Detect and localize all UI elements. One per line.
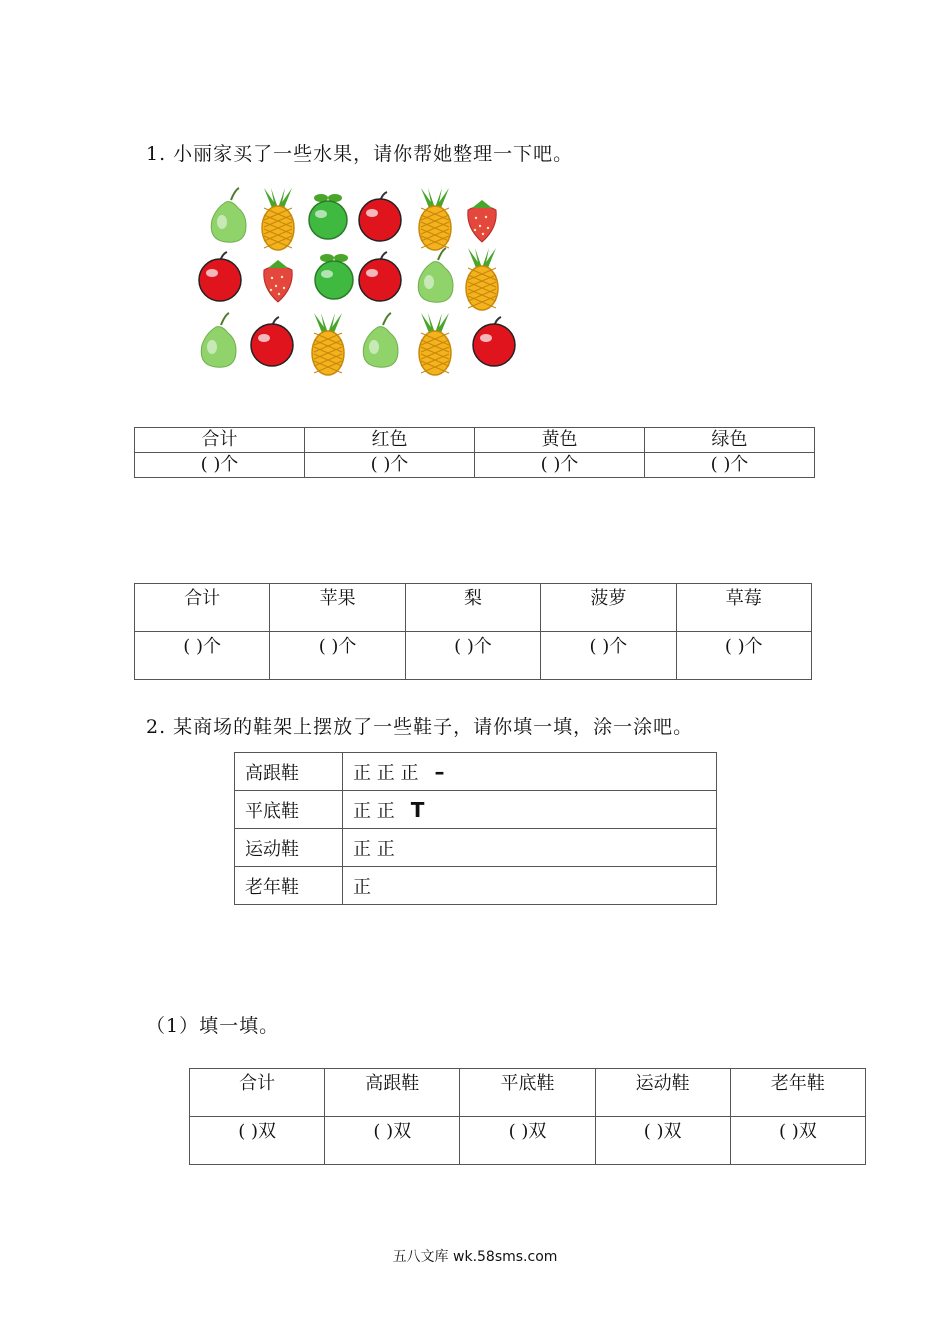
red-apple-icon: [359, 252, 401, 301]
header-cell: 草莓: [676, 584, 811, 632]
tally-extra-mark: T: [410, 797, 425, 822]
answer-cell[interactable]: ( )双: [730, 1117, 865, 1165]
sub-question-1-title: （1）填一填。: [146, 1015, 280, 1037]
shoe-tally-table: [234, 752, 717, 905]
header-cell: 合计: [190, 1069, 325, 1117]
shoe-label: 高跟鞋: [235, 753, 343, 791]
red-apple-icon: [199, 252, 241, 301]
header-cell: 老年鞋: [730, 1069, 865, 1117]
pear-icon: [211, 188, 246, 242]
color-count-table: [134, 427, 815, 478]
answer-cell[interactable]: ( )个: [405, 632, 540, 680]
pineapple-icon: [312, 313, 344, 375]
question-2-title: 2. 某商场的鞋架上摆放了一些鞋子，请你填一填，涂一涂吧。: [146, 716, 694, 738]
footer-watermark: 五八文库 wk.58sms.com: [392, 1249, 558, 1265]
pineapple-icon: [262, 188, 294, 250]
tally-marks: 正 正: [353, 800, 395, 822]
pineapple-icon: [419, 188, 451, 250]
header-cell: 菠萝: [541, 584, 676, 632]
fruit-picture: [190, 185, 520, 385]
answer-cell[interactable]: ( )个: [305, 453, 475, 478]
green-apple-icon: [309, 194, 347, 239]
tally-row: [235, 791, 717, 829]
shoe-count-table: [189, 1068, 866, 1165]
pear-icon: [363, 313, 398, 367]
header-cell: 平底鞋: [460, 1069, 595, 1117]
pineapple-icon: [419, 313, 451, 375]
tally-marks: 正 正 正: [353, 762, 419, 784]
answer-cell[interactable]: ( )双: [325, 1117, 460, 1165]
answer-cell[interactable]: ( )双: [190, 1117, 325, 1165]
answer-cell[interactable]: ( )个: [676, 632, 811, 680]
tally-row: [235, 867, 717, 905]
pineapple-icon: [466, 248, 498, 310]
strawberry-icon: [264, 260, 292, 302]
header-cell: 梨: [405, 584, 540, 632]
red-apple-icon: [473, 317, 515, 366]
question-1-title: 1. 小丽家买了一些水果，请你帮她整理一下吧。: [146, 143, 574, 165]
tally-row: [235, 753, 717, 791]
answer-cell[interactable]: ( )个: [645, 453, 815, 478]
strawberry-icon: [468, 200, 496, 242]
pear-icon: [201, 313, 236, 367]
tally-extra-mark: –: [434, 759, 445, 784]
answer-cell[interactable]: ( )双: [460, 1117, 595, 1165]
tally-marks: 正 正: [353, 838, 395, 860]
header-cell: 合计: [135, 428, 305, 453]
fruit-kind-table: [134, 583, 812, 680]
tally-marks: 正: [353, 876, 371, 898]
header-cell: 高跟鞋: [325, 1069, 460, 1117]
tally-cell: [343, 753, 717, 791]
header-cell: 黄色: [475, 428, 645, 453]
header-cell: 绿色: [645, 428, 815, 453]
answer-cell[interactable]: ( )个: [270, 632, 405, 680]
answer-cell[interactable]: ( )个: [541, 632, 676, 680]
red-apple-icon: [251, 317, 293, 366]
tally-cell: [343, 829, 717, 867]
red-apple-icon: [359, 192, 401, 241]
answer-cell[interactable]: ( )个: [475, 453, 645, 478]
header-cell: 合计: [135, 584, 270, 632]
shoe-label: 运动鞋: [235, 829, 343, 867]
answer-cell[interactable]: ( )双: [595, 1117, 730, 1165]
header-cell: 红色: [305, 428, 475, 453]
tally-cell: [343, 791, 717, 829]
tally-row: [235, 829, 717, 867]
pear-icon: [418, 248, 453, 302]
shoe-label: 老年鞋: [235, 867, 343, 905]
answer-cell[interactable]: ( )个: [135, 453, 305, 478]
green-apple-icon: [315, 254, 353, 299]
tally-cell: [343, 867, 717, 905]
header-cell: 运动鞋: [595, 1069, 730, 1117]
answer-cell[interactable]: ( )个: [135, 632, 270, 680]
header-cell: 苹果: [270, 584, 405, 632]
shoe-label: 平底鞋: [235, 791, 343, 829]
